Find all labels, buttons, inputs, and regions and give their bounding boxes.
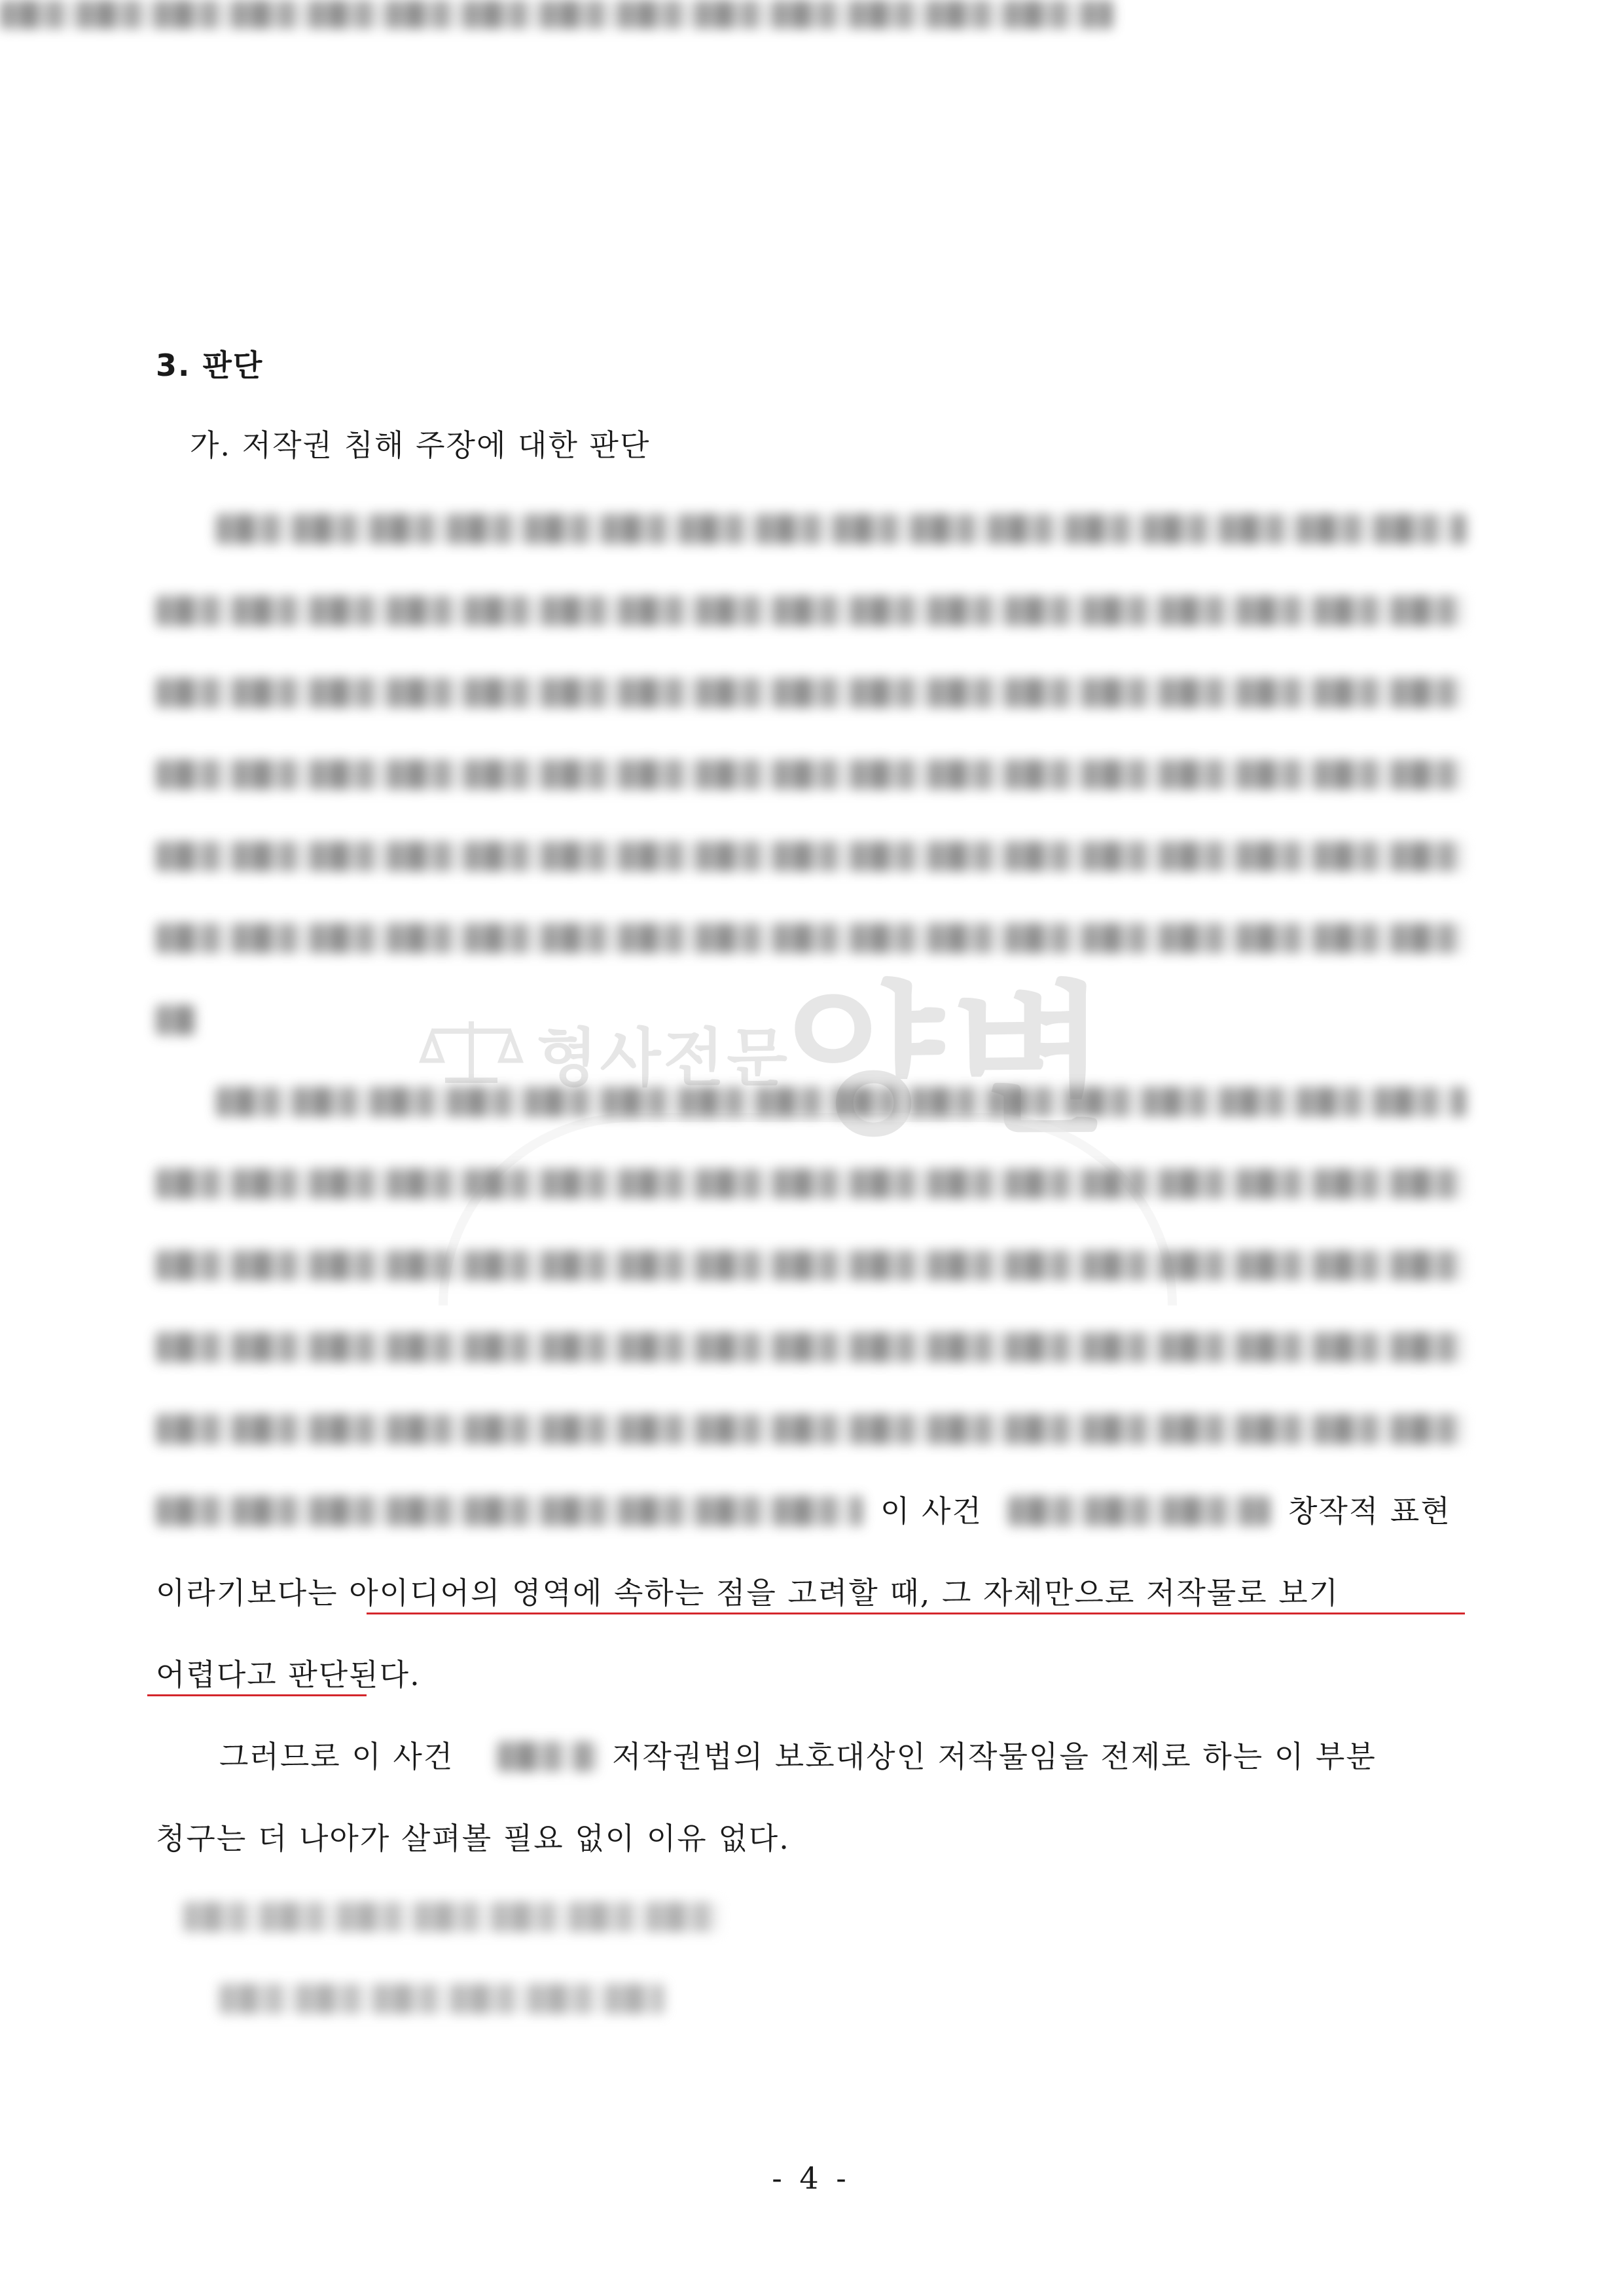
paragraph2-line-a-rest: 저작권법의 보호대상인 저작물임을 전제로 하는 이 부분 — [612, 1739, 1377, 1774]
redacted-line — [156, 1332, 1465, 1362]
redacted-segment — [1008, 1496, 1270, 1526]
paragraph1-line-c-underlined: 어렵다고 판단 — [156, 1657, 350, 1692]
redacted-header — [0, 0, 1113, 29]
paragraph2-line-a-start: 그러므로 이 사건 — [219, 1739, 454, 1774]
paragraph2-line-b: 청구는 더 나아가 살펴볼 필요 없이 이유 없다. — [156, 1821, 790, 1856]
scale-of-justice-icon — [419, 1015, 524, 1087]
redacted-line — [216, 1087, 1466, 1117]
redacted-line — [156, 1250, 1465, 1281]
red-underline — [147, 1694, 367, 1696]
redacted-line — [156, 923, 1465, 953]
paragraph1-line-a-end: 창작적 표현 — [1288, 1493, 1451, 1529]
section-subheading: 가. 저작권 침해 주장에 대한 판단 — [190, 428, 651, 463]
page-number: - 4 - — [772, 2160, 850, 2196]
red-underline — [367, 1613, 1465, 1614]
redacted-line — [183, 1902, 720, 1932]
paragraph1-line-b-underlined: 아이디어의 영역에 속하는 점을 고려할 때, 그 자체만으로 저작물로 보기 — [349, 1575, 1340, 1611]
redacted-segment — [497, 1741, 596, 1772]
redacted-line — [219, 1984, 664, 2014]
redacted-line — [156, 678, 1465, 708]
paragraph1-line-c-suffix: 된다. — [349, 1657, 421, 1692]
redacted-line — [156, 1414, 1465, 1444]
paragraph1-line-a-tail: 이 사건 — [880, 1493, 982, 1529]
redacted-line — [156, 1005, 195, 1035]
redacted-line — [156, 841, 1465, 871]
redacted-line — [156, 1169, 1465, 1199]
section-heading: 3. 판단 — [156, 348, 264, 383]
paragraph1-line-c — [156, 1655, 421, 1694]
paragraph1-line-b — [156, 1573, 1339, 1613]
redacted-line — [216, 514, 1466, 544]
watermark-big-text: 양변 — [785, 966, 1115, 1157]
redacted-segment — [156, 1496, 863, 1526]
redacted-line — [156, 596, 1465, 626]
paragraph1-line-b-prefix: 이라기보다는 — [156, 1575, 350, 1611]
watermark-small-text: 형사전문 — [537, 1021, 790, 1095]
redacted-line — [156, 759, 1465, 790]
